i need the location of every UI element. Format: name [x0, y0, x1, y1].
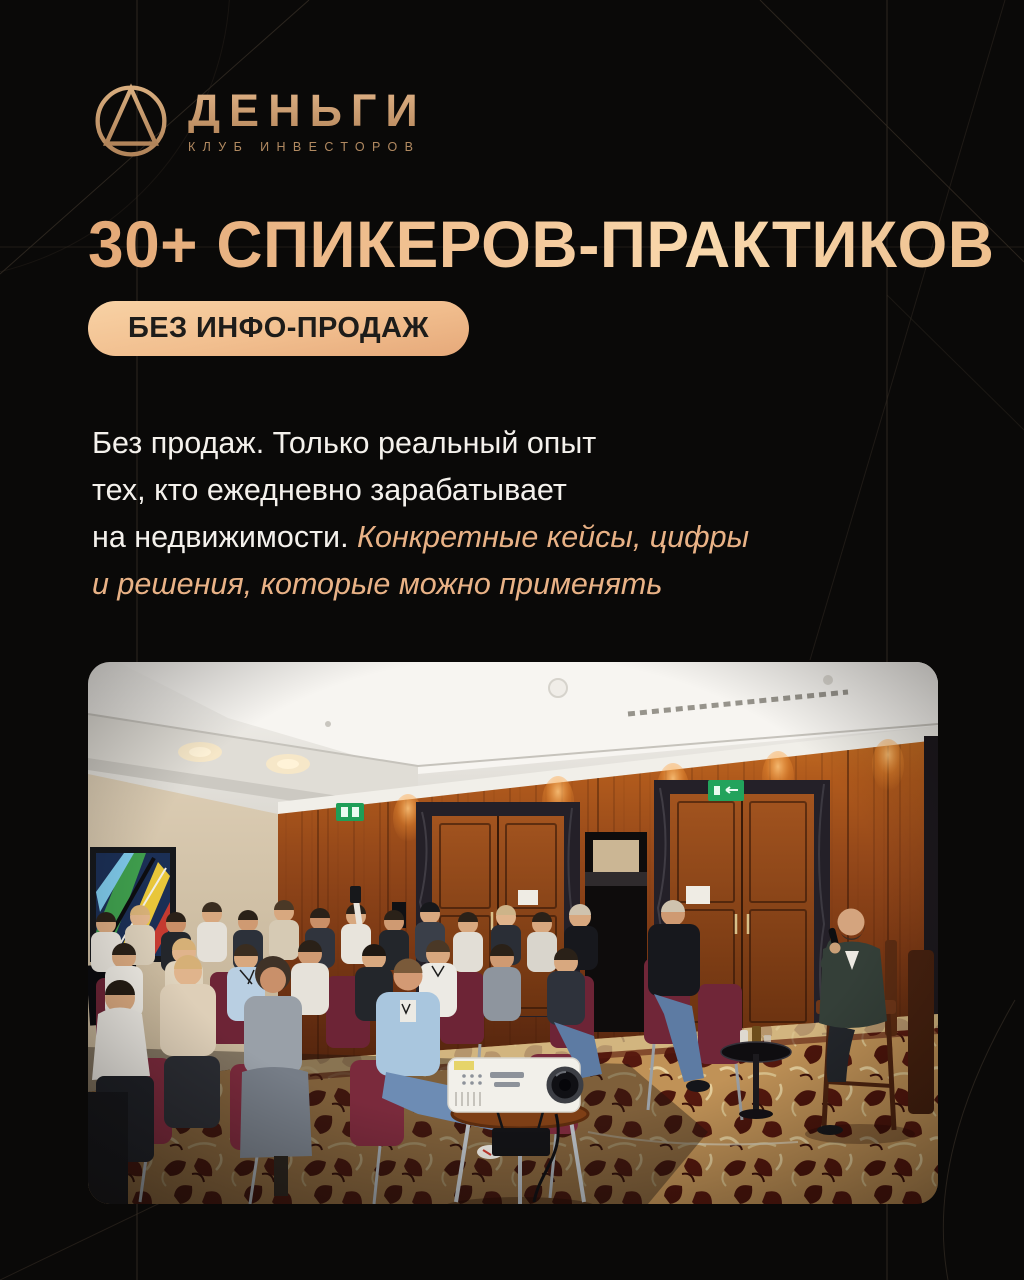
copy-line-3-accent: Конкретные кейсы, цифры: [357, 520, 750, 554]
logo-text: [188, 85, 427, 154]
copy-line-4-accent: и решения, которые можно применять: [92, 567, 663, 601]
body-copy: [92, 420, 749, 608]
copy-line-2: тех, кто ежедневно зарабатывает: [92, 473, 567, 507]
copy-line-1: Без продаж. Только реальный опыт: [92, 426, 597, 460]
conference-photo: [88, 662, 938, 1204]
logo-subtitle: КЛУБ ИНВЕСТОРОВ: [188, 140, 421, 154]
logo-title: ДЕНЬГИ: [188, 85, 427, 136]
headline: 30+ СПИКЕРОВ-ПРАКТИКОВ: [88, 207, 995, 281]
no-info-sales-badge: БЕЗ ИНФО-ПРОДАЖ: [88, 301, 469, 356]
photo-vignette: [88, 662, 938, 1204]
triangle-in-circle-icon: [92, 82, 170, 160]
copy-line-3-white: на недвижимости.: [92, 520, 358, 554]
logo: [92, 82, 427, 160]
